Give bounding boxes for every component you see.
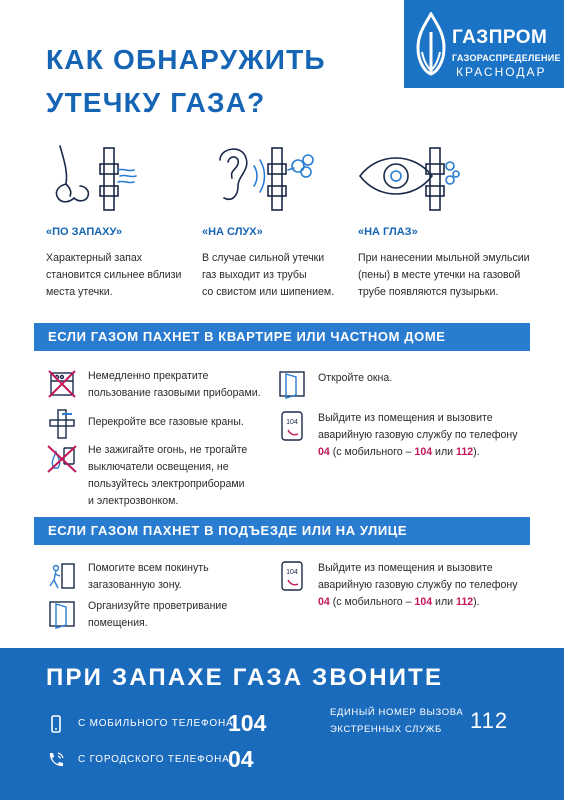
no-fire-icon [46, 442, 78, 474]
instruction-ventilate: Организуйте проветривание помещения. [46, 598, 227, 632]
instruction-help-leave: Помогите всем покинуть загазованную зону. [46, 560, 209, 594]
logo-city: КРАСНОДАР [456, 65, 547, 79]
valve-icon [46, 408, 78, 440]
method-smell-label: «ПО ЗАПАХУ» [46, 226, 123, 238]
method-hearing-text: В случае сильной утечки газ выходит из трубы со свистом или шипением. [202, 252, 335, 298]
exit-icon [46, 560, 78, 592]
title-line-2: УТЕЧКУ ГАЗА? [46, 87, 266, 118]
emergency-footer [0, 648, 564, 800]
method-smell-text: Характерный запах становится сильнее вблизи места утечки. [46, 252, 182, 298]
logo-brand: ГАЗПРОМ [452, 27, 548, 48]
footer-mobile-number[interactable]: 104 [228, 710, 267, 736]
instruction-stop-appliances: Немедленно прекратите пользование газовыми приборами. [46, 368, 261, 402]
method-sight-text: При нанесении мыльной эмульсии (пены) в месте утечки на газовой трубе появляются пузырьки. [358, 252, 530, 298]
footer-mobile-row [46, 710, 288, 737]
page-title [46, 38, 326, 124]
footer-mobile-label: С МОБИЛЬНОГО ТЕЛЕФОНА [78, 718, 234, 729]
phone-handset-icon [46, 750, 66, 770]
window-icon [46, 598, 78, 630]
title-line-1: КАК ОБНАРУЖИТЬ [46, 44, 326, 75]
mobile-phone-icon [276, 560, 308, 592]
window-icon [276, 368, 308, 400]
footer-landline-row [46, 746, 288, 773]
svg-text:104: 104 [286, 569, 298, 576]
footer-unified-label: ЕДИНЫЙ НОМЕР ВЫЗОВА ЭКСТРЕННЫХ СЛУЖБ [330, 707, 464, 735]
footer-landline-number[interactable]: 04 [228, 746, 254, 772]
instruction-open-windows: Откройте окна. [276, 368, 392, 400]
logo-sub: ГАЗОРАСПРЕДЕЛЕНИЕ [452, 53, 561, 63]
instruction-close-taps: Перекройте все газовые краны. [46, 408, 244, 440]
section-apartment-heading: ЕСЛИ ГАЗОМ ПАХНЕТ В КВАРТИРЕ ИЛИ ЧАСТНОМ ДОМЕ [34, 323, 530, 351]
section-street-heading: ЕСЛИ ГАЗОМ ПАХНЕТ В ПОДЪЕЗДЕ ИЛИ НА УЛИЦЕ [34, 517, 530, 545]
gazprom-logo [404, 0, 564, 88]
no-stove-icon [46, 368, 78, 400]
instruction-call-emergency: 104 Выйдите из помещения и вызовите аварийную газовую службу по телефону 04 (с мобильного – 104 или 112). [276, 410, 518, 461]
footer-title: ПРИ ЗАПАХЕ ГАЗА ЗВОНИТЕ [46, 664, 444, 691]
instruction-call-emergency-street: 104 Выйдите из помещения и вызовите аварийную газовую службу по телефону 04 (с мобильного – 104 или 112). [276, 560, 518, 611]
ear-pipe-icon [202, 140, 332, 215]
flame-icon [414, 12, 448, 76]
method-hearing [202, 140, 352, 298]
mobile-icon [46, 714, 66, 734]
eye-pipe-icon [358, 140, 468, 215]
svg-text:104: 104 [286, 419, 298, 426]
method-sight-label: «НА ГЛАЗ» [358, 226, 418, 238]
footer-landline-label: С ГОРОДСКОГО ТЕЛЕФОНА [78, 754, 230, 765]
footer-unified-number[interactable]: 112 [470, 708, 509, 733]
method-sight [358, 140, 530, 298]
nose-pipe-icon [46, 140, 146, 215]
method-hearing-label: «НА СЛУХ» [202, 226, 263, 238]
mobile-phone-icon [276, 410, 308, 442]
instruction-no-fire: Не зажигайте огонь, не трогайте выключатели освещения, не пользуйтесь электроприборами и электрозвонком. [46, 442, 247, 510]
method-smell [46, 140, 196, 298]
